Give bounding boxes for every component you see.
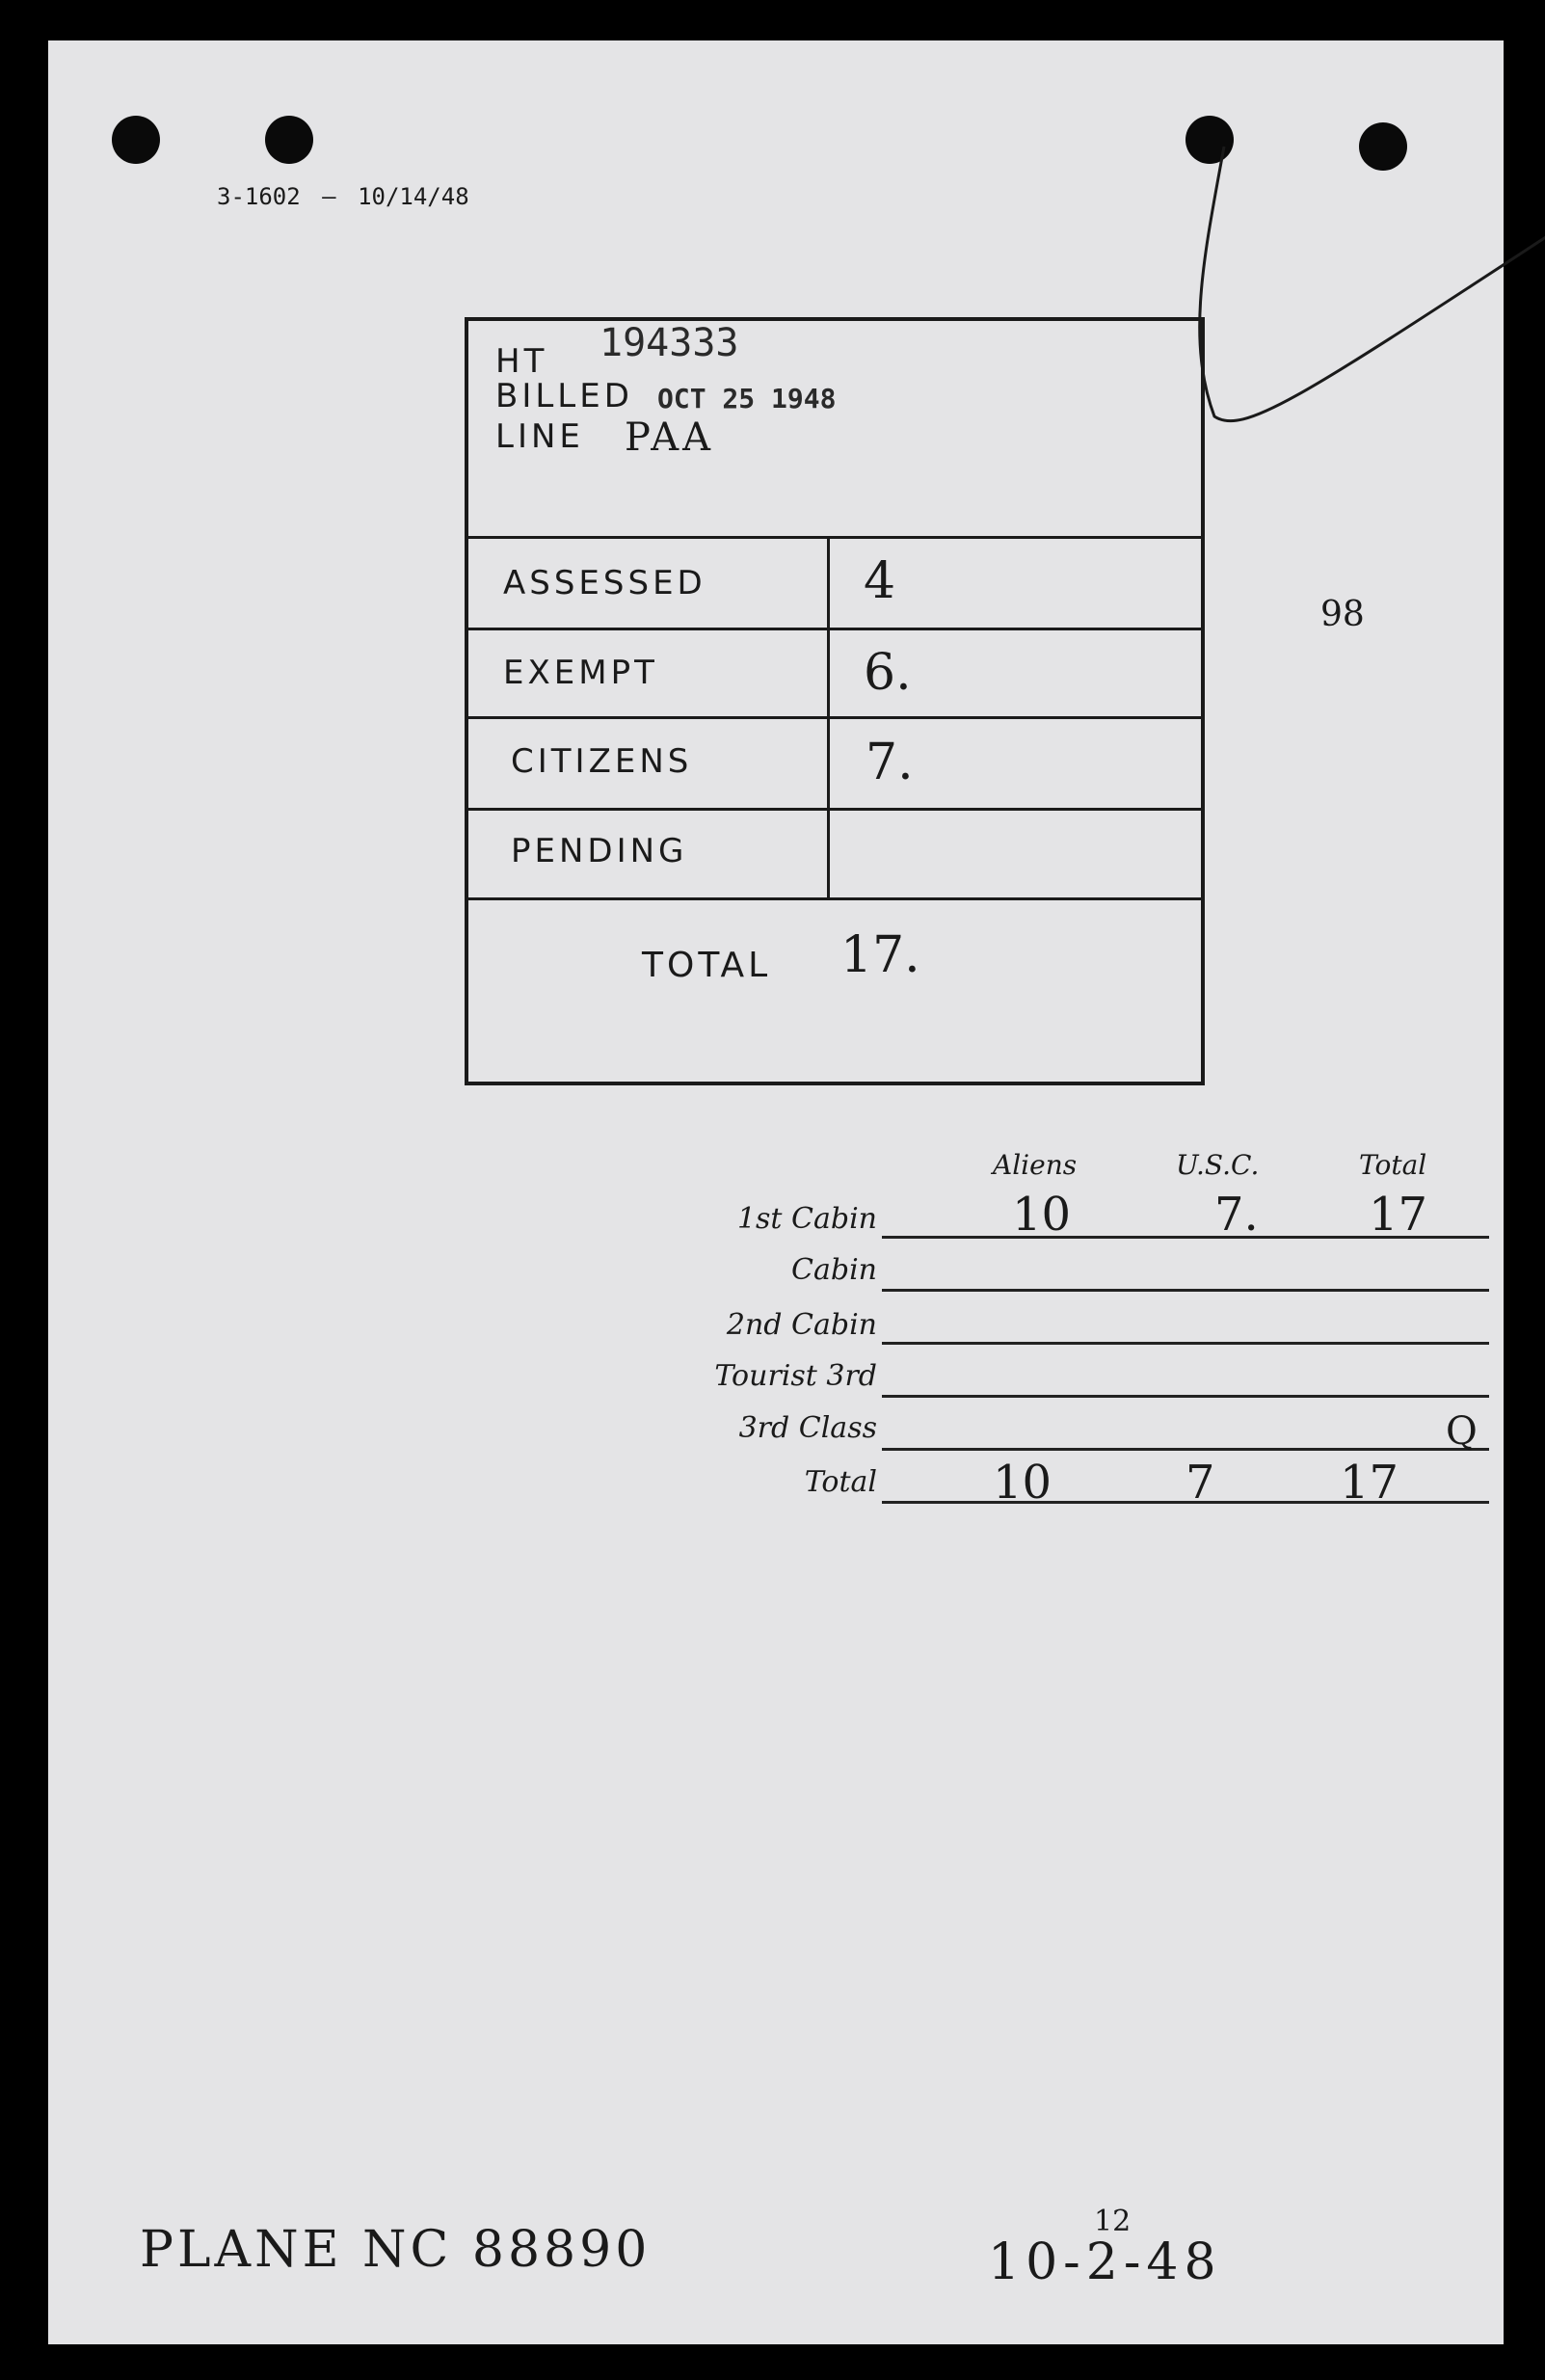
plane-identifier: PLANE NC 88890 <box>140 2221 652 2279</box>
row-value-exempt: 6. <box>864 644 912 702</box>
ht-label: HT <box>495 342 548 381</box>
form-reference: 3-1602 — 10/14/48 <box>217 183 469 210</box>
row-label-citizens: CITIZENS <box>511 742 693 781</box>
tally-total-1st-cabin: 17 <box>1369 1188 1428 1242</box>
tally-row-label-3rd-class: 3rd Class <box>738 1411 877 1445</box>
tally-rule-cabin <box>882 1289 1489 1292</box>
box-column-divider <box>827 536 830 900</box>
box-divider-2 <box>468 716 1201 719</box>
row-label-exempt: EXEMPT <box>503 654 658 692</box>
total-label: TOTAL <box>642 946 772 985</box>
billing-box <box>465 317 1205 1085</box>
box-divider-1 <box>468 628 1201 630</box>
billed-label: BILLED <box>495 377 633 415</box>
column-header-total: Total <box>1359 1149 1427 1181</box>
punch-hole-left-1 <box>112 116 160 164</box>
tally-aliens-1st-cabin: 10 <box>1012 1188 1072 1242</box>
tally-aliens-total: 10 <box>993 1456 1052 1510</box>
tally-row-label-2nd-cabin: 2nd Cabin <box>726 1308 877 1342</box>
line-label: LINE <box>495 417 584 456</box>
tally-usc-1st-cabin: 7. <box>1214 1188 1259 1242</box>
footer-date: 10-2-48 <box>988 2233 1222 2291</box>
row-label-assessed: ASSESSED <box>503 564 706 602</box>
page-number: 98 <box>1320 595 1365 634</box>
box-divider-3 <box>468 808 1201 811</box>
tally-row-label-tourist-3rd: Tourist 3rd <box>714 1359 877 1393</box>
row-label-pending: PENDING <box>511 832 688 870</box>
date-correction: 12 <box>1094 2205 1132 2238</box>
corner-pencil-stroke <box>1147 108 1545 455</box>
tally-rule-tourist-3rd <box>882 1395 1489 1398</box>
row-value-assessed: 4 <box>864 552 896 610</box>
box-divider-bottom <box>468 897 1201 900</box>
row-value-citizens: 7. <box>866 734 914 791</box>
tally-rule-3rd-class <box>882 1448 1489 1451</box>
total-value: 17. <box>840 926 920 984</box>
column-header-aliens: Aliens <box>993 1149 1078 1181</box>
column-header-usc: U.S.C. <box>1176 1149 1260 1181</box>
margin-mark-q: Q <box>1446 1409 1478 1454</box>
document-page <box>48 40 1504 2344</box>
tally-row-label-total: Total <box>804 1465 877 1499</box>
ht-number-stamp: 194333 <box>599 321 739 365</box>
tally-row-label-1st-cabin: 1st Cabin <box>736 1202 877 1236</box>
line-value: PAA <box>625 415 715 460</box>
tally-row-label-cabin: Cabin <box>791 1253 877 1287</box>
punch-hole-left-2 <box>265 116 313 164</box>
tally-rule-2nd-cabin <box>882 1342 1489 1345</box>
billed-date-stamp: OCT 25 1948 <box>657 383 837 414</box>
tally-total-total: 17 <box>1340 1456 1399 1510</box>
box-divider-top <box>468 536 1201 539</box>
tally-usc-total: 7 <box>1185 1456 1215 1510</box>
